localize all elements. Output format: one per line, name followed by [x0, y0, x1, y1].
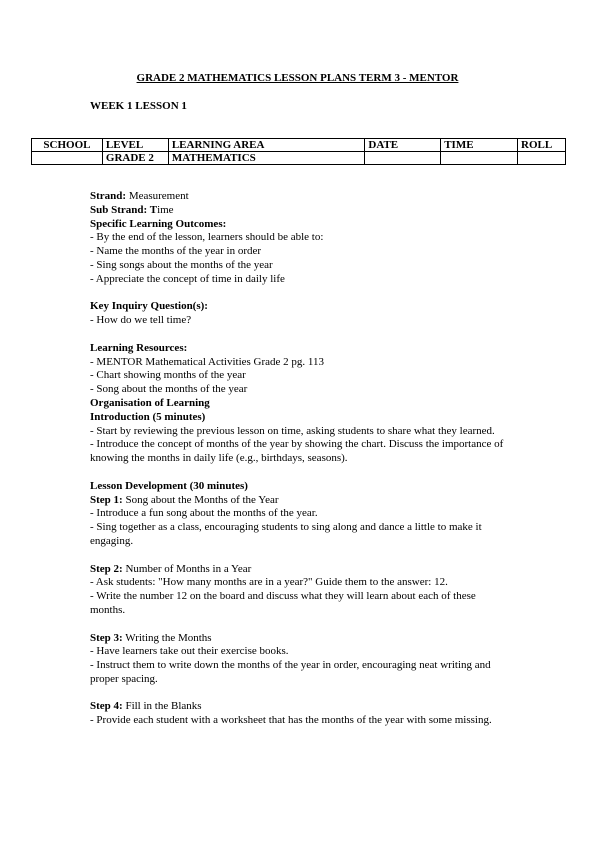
resources-heading: Learning Resources:: [90, 341, 188, 354]
list-item: - Chart showing months of the year: [90, 369, 246, 382]
list-item: - Sing songs about the months of the year: [90, 258, 273, 271]
strand-value: Measurement: [126, 190, 189, 202]
list-item: - Introduce the concept of months of the year by showing the chart. Discuss the importance of knowing the months in daily life (e.g., birthdays, seasons).: [90, 438, 504, 465]
step-1-title: Song about the Months of the Year: [122, 493, 279, 506]
list-item: - Name the months of the year in order: [90, 245, 262, 258]
step-3-heading: [90, 632, 510, 646]
list-item: - Song about the months of the year: [90, 383, 248, 396]
lesson-info-table: [31, 138, 566, 165]
table-row: [32, 152, 566, 165]
strand-label: Strand:: [90, 190, 127, 202]
header-roll: ROLL: [518, 139, 566, 152]
step-2-label: Step 2:: [90, 562, 123, 575]
cell-date: [365, 152, 441, 165]
step-1-label: Step 1:: [90, 493, 123, 506]
step-4-title: Fill in the Blanks: [122, 700, 202, 713]
list-item: - Write the number 12 on the board and discuss what they will learn about each of these months.: [90, 590, 476, 616]
list-item: - Appreciate the concept of time in daily life: [90, 272, 285, 285]
introduction-heading: Introduction (5 minutes): [90, 410, 206, 423]
list-item: - Have learners take out their exercise books.: [90, 645, 289, 658]
inquiry-heading: Key Inquiry Question(s):: [90, 300, 208, 313]
header-time: TIME: [441, 139, 518, 152]
substrand-value: ime: [157, 203, 174, 216]
step-2-heading: [90, 563, 510, 577]
week-lesson-heading: WEEK 1 LESSON 1: [90, 100, 187, 112]
cell-learning-area: MATHEMATICS: [168, 152, 365, 165]
organisation-heading: Organisation of Learning: [90, 396, 210, 409]
lesson-content: [90, 190, 510, 728]
substrand-label: Sub Strand: T: [90, 203, 158, 216]
step-4-heading: [90, 700, 510, 714]
list-item: - Sing together as a class, encouraging students to sing along and dance a little to make it engaging.: [90, 521, 482, 547]
step-2-title: Number of Months in a Year: [122, 562, 252, 575]
outcomes-heading: Specific Learning Outcomes:: [90, 217, 227, 230]
list-item: - Start by reviewing the previous lesson on time, asking students to share what they learned.: [90, 424, 495, 437]
document-title: GRADE 2 MATHEMATICS LESSON PLANS TERM 3 - MENTOR: [136, 72, 459, 84]
header-learning-area: LEARNING AREA: [168, 139, 365, 152]
list-item: - By the end of the lesson, learners should be able to:: [90, 231, 324, 244]
cell-level: GRADE 2: [102, 152, 168, 165]
cell-time: [441, 152, 518, 165]
table-header-row: [32, 139, 566, 152]
development-heading: Lesson Development (30 minutes): [90, 479, 248, 492]
substrand-line: [90, 204, 510, 218]
list-item: - Instruct them to write down the months of the year in order, encouraging neat writing and proper spacing.: [90, 659, 491, 685]
header-level: LEVEL: [102, 139, 168, 152]
list-item: - Ask students: "How many months are in a year?" Guide them to the answer: 12.: [90, 576, 448, 589]
step-3-label: Step 3:: [90, 631, 123, 644]
step-1-heading: [90, 494, 510, 508]
list-item: - How do we tell time?: [90, 314, 192, 327]
header-school: SCHOOL: [32, 139, 103, 152]
cell-school: [32, 152, 103, 165]
list-item: - MENTOR Mathematical Activities Grade 2 pg. 113: [90, 355, 325, 368]
step-3-title: Writing the Months: [122, 631, 212, 644]
header-date: DATE: [365, 139, 441, 152]
step-4-label: Step 4:: [90, 700, 123, 713]
list-item: - Provide each student with a worksheet that has the months of the year with some missing.: [90, 714, 492, 727]
strand-line: [90, 190, 510, 204]
cell-roll: [518, 152, 566, 165]
list-item: - Introduce a fun song about the months of the year.: [90, 507, 318, 520]
